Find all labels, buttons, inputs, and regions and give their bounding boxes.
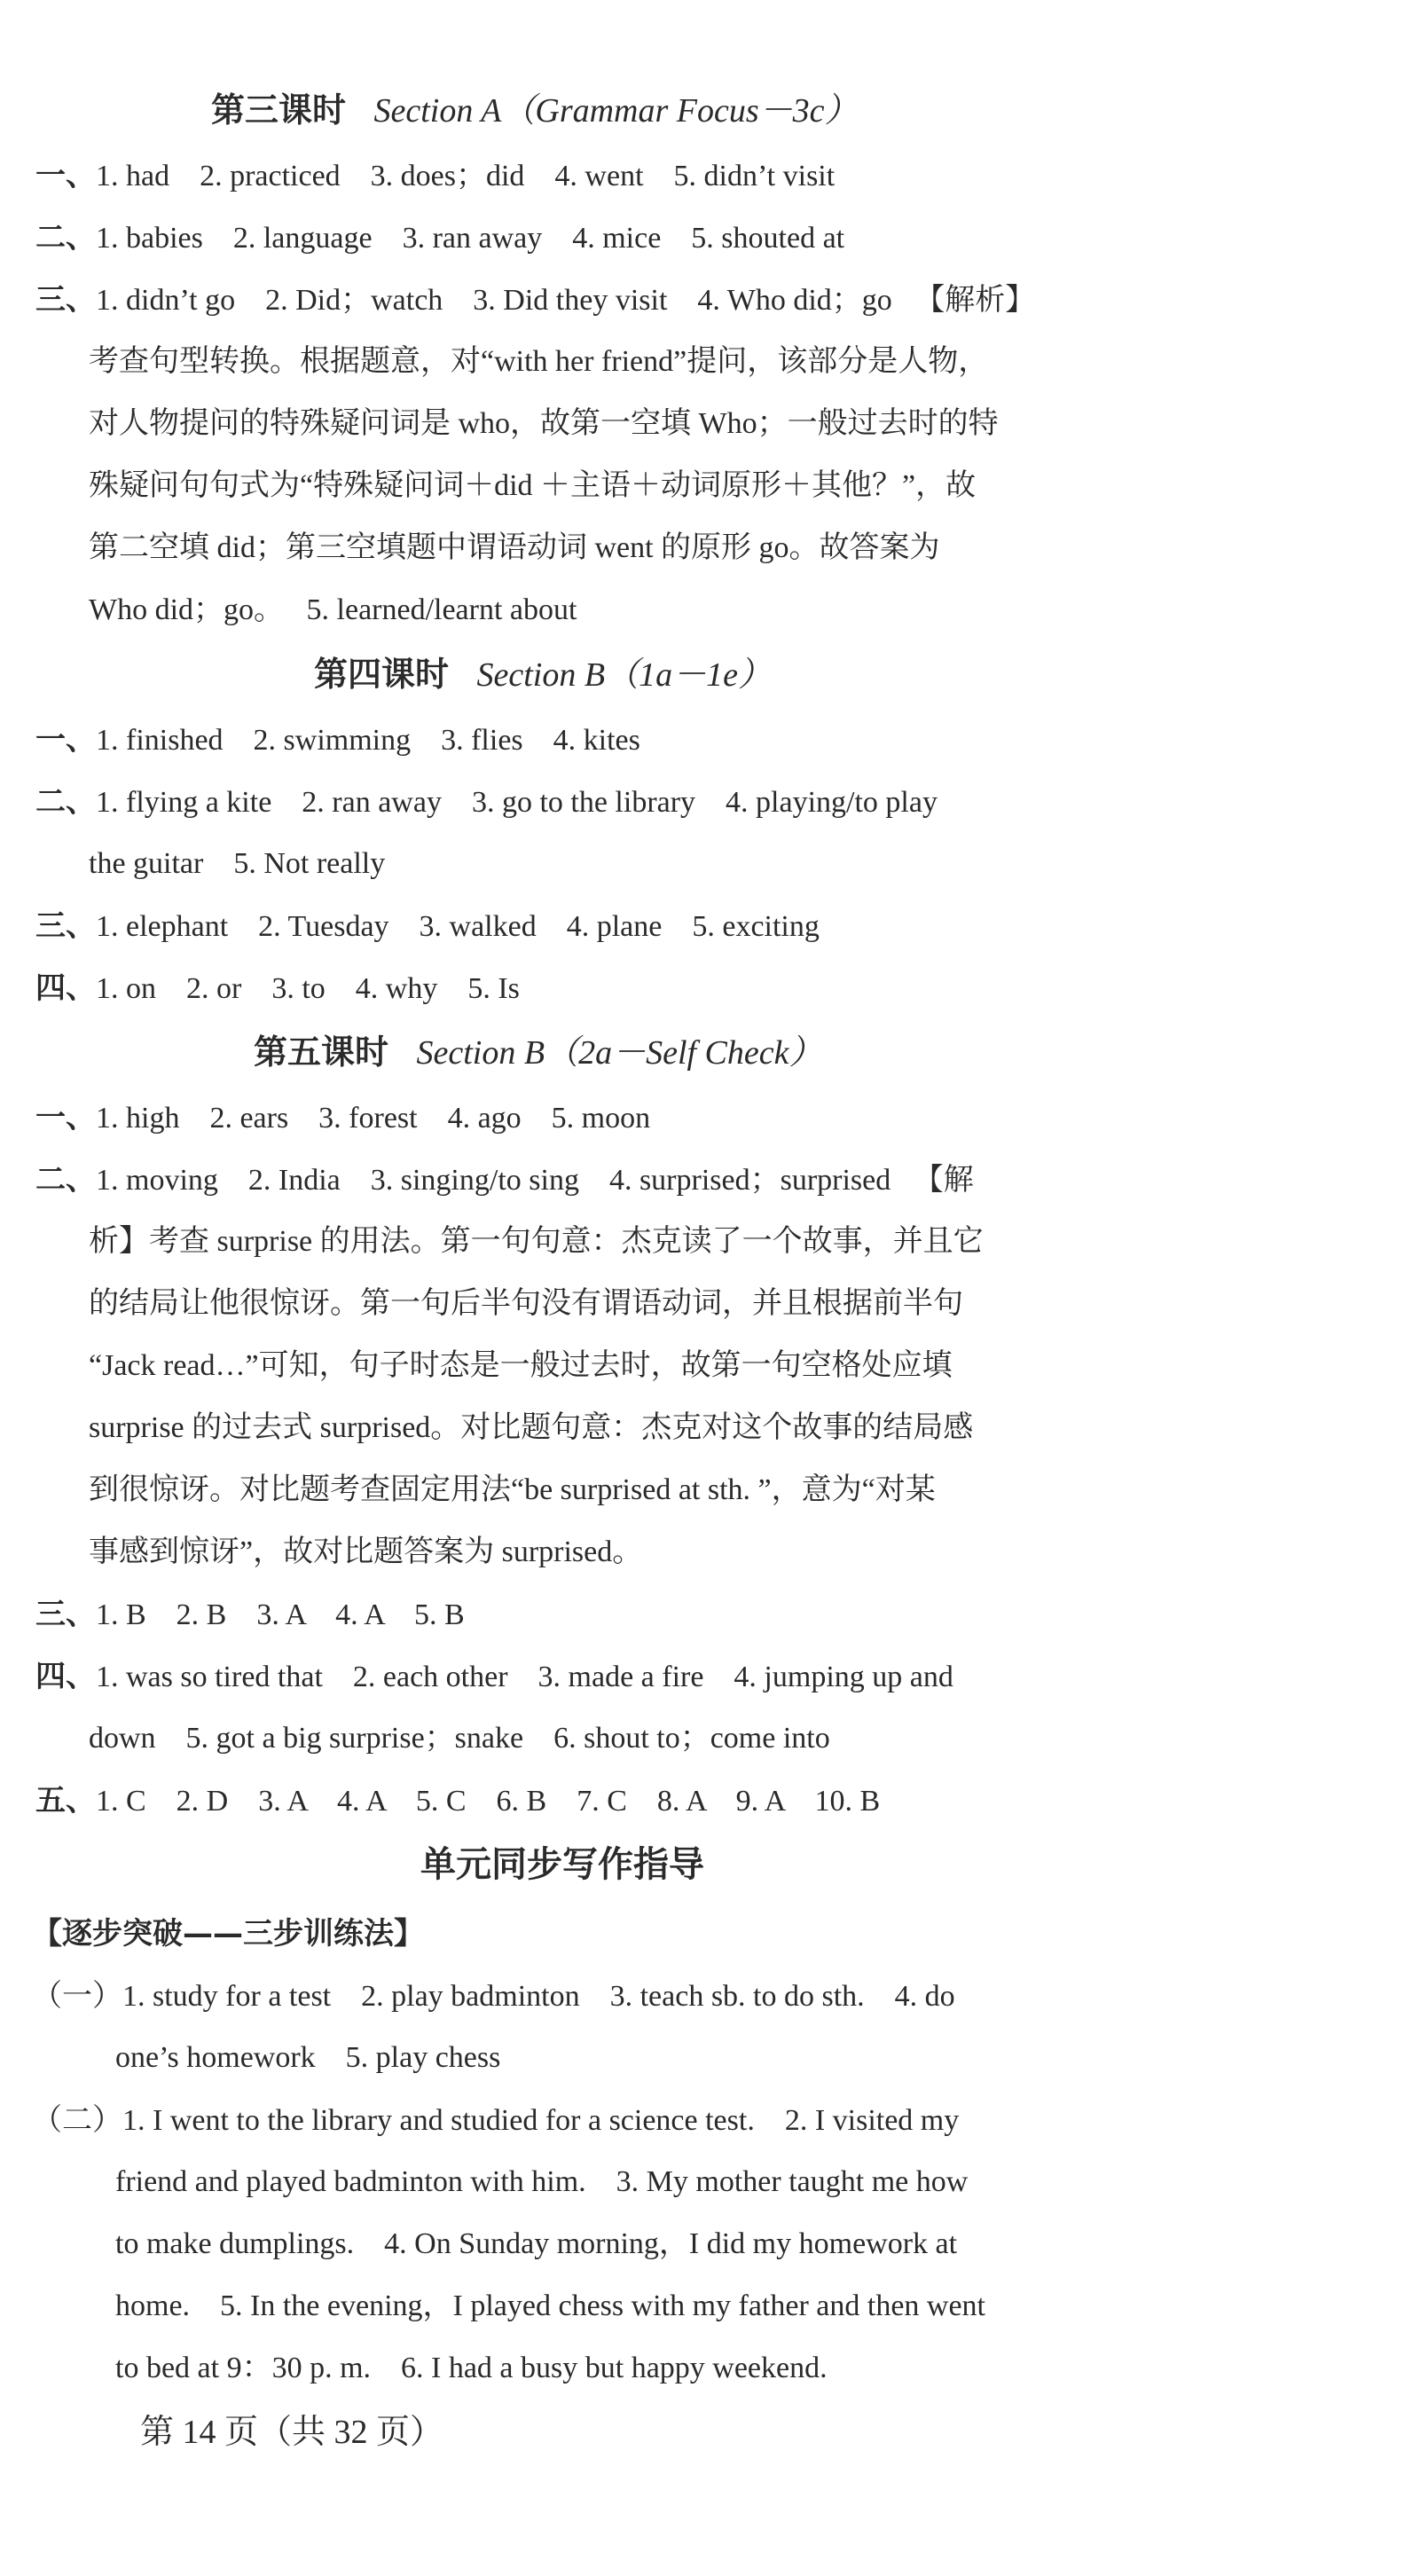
lesson5-q2-line2: 析】考查 surprise 的用法。第一句句意：杰克读了一个故事，并且它 bbox=[89, 1225, 984, 1258]
lesson5-q2-line6: 到很惊讶。对比题考查固定用法“be surprised at sth. ”，意为“对某 bbox=[89, 1473, 936, 1506]
lesson5-q2-line3: 的结局让他很惊讶。第一句后半句没有谓语动词，并且根据前半句 bbox=[89, 1287, 963, 1320]
answer-text: 1. study for a test 2. play badminton 3. teach sb. to do sth. 4. do bbox=[122, 1980, 955, 2013]
writing-p2-line5: to bed at 9：30 p. m. 6. I had a busy but happy weekend. bbox=[115, 2352, 828, 2384]
writing-p2-line4: home. 5. In the evening，I played chess with my father and then went bbox=[115, 2289, 986, 2322]
part-number: （二） bbox=[32, 2102, 122, 2138]
lesson5-q3 bbox=[35, 1595, 465, 1635]
lesson3-q1 bbox=[35, 156, 835, 196]
question-number: 三、 bbox=[35, 1597, 96, 1632]
answer-text: 1. didn’t go 2. Did；watch 3. Did they visit 4. Who did；go 【解析】 bbox=[96, 284, 1036, 317]
answer-text: 1. moving 2. India 3. singing/to sing 4. surprised；surprised 【解 bbox=[96, 1164, 974, 1197]
lesson4-q2-line1 bbox=[35, 782, 938, 822]
part-number: （一） bbox=[32, 1978, 122, 2014]
lesson3-q3-line2: 考查句型转换。根据题意，对“with her friend”提问，该部分是人物， bbox=[89, 345, 989, 378]
writing-subtitle: 【逐步突破——三步训练法】 bbox=[32, 1916, 424, 1952]
lesson4-title-en: Section B（1a－1e） bbox=[476, 656, 772, 694]
answer-text: 1. C 2. D 3. A 4. A 5. C 6. B 7. C 8. A 9. A 10. B bbox=[96, 1785, 881, 1818]
answer-text: 1. finished 2. swimming 3. flies 4. kites bbox=[96, 724, 640, 757]
question-number: 四、 bbox=[35, 1659, 96, 1694]
answer-text: 1. elephant 2. Tuesday 3. walked 4. plane 5. exciting bbox=[96, 910, 820, 943]
writing-p1-line2: one’s homework 5. play chess bbox=[115, 2041, 501, 2074]
lesson3-title-en: Section A（Grammar Focus－3c） bbox=[373, 92, 859, 130]
lesson4-q1 bbox=[35, 720, 640, 760]
question-number: 五、 bbox=[35, 1783, 96, 1818]
lesson3-q3-line4: 殊疑问句句式为“特殊疑问词＋did ＋主语＋动词原形＋其他？”，故 bbox=[89, 469, 977, 502]
question-number: 一、 bbox=[35, 722, 96, 758]
answer-text: 1. was so tired that 2. each other 3. made a fire 4. jumping up and bbox=[96, 1661, 953, 1693]
writing-title: 单元同步写作指导 bbox=[420, 1844, 704, 1885]
lesson3-q3-line3: 对人物提问的特殊疑问词是 who，故第一空填 Who；一般过去时的特 bbox=[89, 407, 999, 440]
answer-text: 1. had 2. practiced 3. does；did 4. went 5. didn’t visit bbox=[96, 160, 836, 192]
question-number: 一、 bbox=[35, 1100, 96, 1135]
writing-p2-line3: to make dumplings. 4. On Sunday morning，I did my homework at bbox=[115, 2227, 958, 2260]
question-number: 一、 bbox=[35, 158, 96, 193]
lesson5-q4-line1 bbox=[35, 1657, 953, 1697]
lesson3-q3-line5: 第二空填 did；第三空填题中谓语动词 went 的原形 go。故答案为 bbox=[89, 531, 940, 564]
lesson3-heading bbox=[211, 90, 859, 130]
lesson4-q2-line2: the guitar 5. Not really bbox=[89, 847, 386, 880]
lesson4-q4 bbox=[35, 969, 520, 1009]
writing-p2-line1 bbox=[32, 2101, 959, 2140]
lesson3-q2 bbox=[35, 218, 844, 258]
question-number: 四、 bbox=[35, 970, 96, 1006]
lesson5-q2-line7: 事感到惊讶”，故对比题答案为 surprised。 bbox=[89, 1535, 643, 1568]
lesson5-heading bbox=[254, 1033, 823, 1072]
lesson5-q1 bbox=[35, 1098, 650, 1138]
answer-text: 1. babies 2. language 3. ran away 4. mice 5. shouted at bbox=[96, 222, 845, 255]
lesson4-q3 bbox=[35, 907, 820, 946]
answer-text: 1. flying a kite 2. ran away 3. go to the library 4. playing/to play bbox=[96, 786, 938, 819]
lesson5-q5 bbox=[35, 1781, 880, 1821]
answer-text: 1. B 2. B 3. A 4. A 5. B bbox=[96, 1598, 465, 1631]
page-footer: 第 14 页（共 32 页） bbox=[140, 2414, 444, 2451]
question-number: 三、 bbox=[35, 282, 96, 318]
lesson5-q4-line2: down 5. got a big surprise；snake 6. shout to；come into bbox=[89, 1722, 830, 1755]
lesson5-q2-line1 bbox=[35, 1160, 974, 1200]
answer-text: 1. I went to the library and studied for a science test. 2. I visited my bbox=[122, 2104, 960, 2137]
question-number: 二、 bbox=[35, 784, 96, 820]
lesson4-heading bbox=[314, 655, 772, 695]
answer-text: 1. high 2. ears 3. forest 4. ago 5. moon bbox=[96, 1102, 651, 1135]
lesson5-title-cn: 第五课时 bbox=[254, 1033, 389, 1072]
writing-p1-line1 bbox=[32, 1976, 955, 2016]
question-number: 三、 bbox=[35, 908, 96, 944]
lesson3-q3-line6: Who did；go。 5. learned/learnt about bbox=[89, 593, 577, 626]
lesson3-title-cn: 第三课时 bbox=[211, 90, 347, 130]
answer-text: 1. on 2. or 3. to 4. why 5. Is bbox=[96, 972, 520, 1005]
lesson4-title-cn: 第四课时 bbox=[314, 655, 450, 694]
lesson5-q2-line4: “Jack read…”可知，句子时态是一般过去时，故第一句空格处应填 bbox=[89, 1349, 953, 1382]
lesson5-title-en: Section B（2a－Self Check） bbox=[416, 1034, 823, 1072]
question-number: 二、 bbox=[35, 220, 96, 255]
question-number: 二、 bbox=[35, 1162, 96, 1198]
lesson3-q3-line1 bbox=[35, 280, 1035, 320]
writing-p2-line2: friend and played badminton with him. 3. My mother taught me how bbox=[115, 2165, 969, 2198]
lesson5-q2-line5: surprise 的过去式 surprised。对比题句意：杰克对这个故事的结局感 bbox=[89, 1411, 974, 1444]
